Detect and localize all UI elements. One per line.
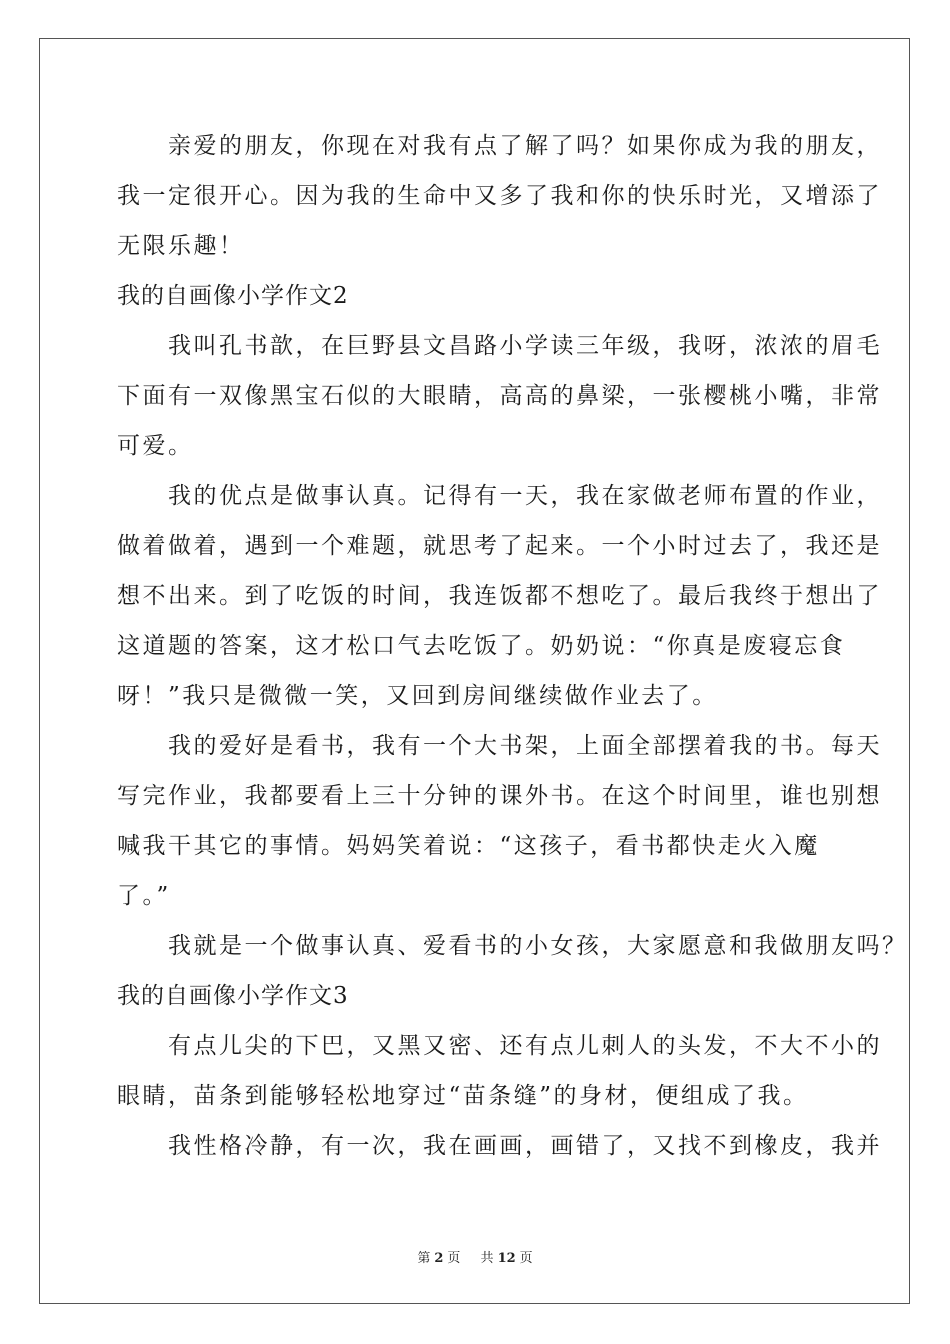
paragraph-line: 做着做着，遇到一个难题，就思考了起来。一个小时过去了，我还是	[117, 533, 882, 559]
paragraph-line: 这道题的答案，这才松口气去吃饭了。奶奶说：“你真是废寝忘食	[117, 633, 846, 659]
current-page-number: 2	[434, 1251, 444, 1266]
paragraph-line: 可爱。	[117, 433, 194, 459]
paragraph-line: 我性格冷静，有一次，我在画画，画错了，又找不到橡皮，我并	[117, 1133, 882, 1159]
page-footer	[0, 1247, 950, 1266]
paragraph-line: 我就是一个做事认真、爱看书的小女孩，大家愿意和我做朋友吗？	[117, 933, 908, 959]
paragraph-line: 写完作业，我都要看上三十分钟的课外书。在这个时间里，谁也别想	[117, 783, 882, 809]
paragraph-line: 我的爱好是看书，我有一个大书架，上面全部摆着我的书。每天	[117, 733, 882, 759]
paragraph-line: 亲爱的朋友，你现在对我有点了解了吗？如果你成为我的朋友，	[117, 133, 882, 159]
total-prefix: 共	[480, 1251, 494, 1266]
paragraph-line: 眼睛，苗条到能够轻松地穿过“苗条缝”的身材，便组成了我。	[117, 1083, 809, 1109]
section-heading: 我的自画像小学作文3	[117, 983, 349, 1009]
paragraph-line: 想不出来。到了吃饭的时间，我连饭都不想吃了。最后我终于想出了	[117, 583, 882, 609]
page-total	[477, 1251, 537, 1266]
paragraph-line: 我的优点是做事认真。记得有一天，我在家做老师布置的作业，	[117, 483, 882, 509]
paragraph-line: 有点儿尖的下巴，又黑又密、还有点儿刺人的头发，不大不小的	[117, 1033, 882, 1059]
total-pages-number: 12	[497, 1251, 516, 1266]
section-heading: 我的自画像小学作文2	[117, 283, 349, 309]
paragraph-line: 喊我干其它的事情。妈妈笑着说：“这孩子，看书都快走火入魔	[117, 833, 820, 859]
page-unit: 页	[447, 1251, 461, 1266]
page-number	[413, 1251, 464, 1266]
paragraph-line: 我叫孔书歆，在巨野县文昌路小学读三年级，我呀，浓浓的眉毛	[117, 333, 882, 359]
paragraph-line: 我一定很开心。因为我的生命中又多了我和你的快乐时光，又增添了	[117, 183, 882, 209]
paragraph-line: 呀！”我只是微微一笑，又回到房间继续做作业去了。	[117, 683, 718, 709]
page-prefix: 第	[417, 1251, 431, 1266]
paragraph-line: 无限乐趣！	[117, 233, 245, 259]
paragraph-line: 了。”	[117, 883, 171, 909]
paragraph-line: 下面有一双像黑宝石似的大眼睛，高高的鼻梁，一张樱桃小嘴，非常	[117, 383, 882, 409]
total-unit: 页	[519, 1251, 533, 1266]
